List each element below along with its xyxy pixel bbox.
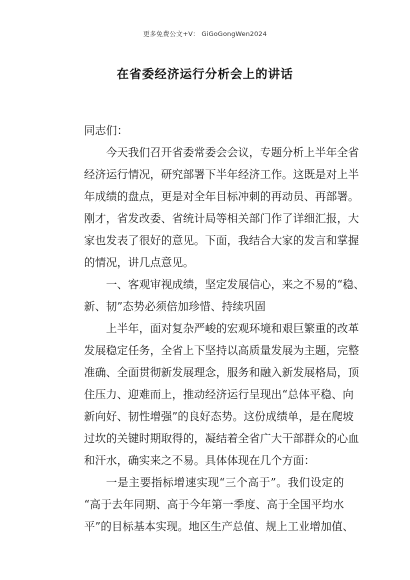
paragraph-line: 和汗水，确实来之不易。具体体现在几个方面：	[84, 454, 315, 467]
paragraph-line: 住压力、迎难而上，推动经济运行呈现出“总体平稳、向	[84, 388, 354, 401]
heading-line: 一、客观审视成绩，坚定发展信心，来之不易的“稳、	[106, 278, 365, 291]
paragraph-line: 平”的目标基本实现。地区生产总值、规上工业增加值、	[84, 520, 354, 533]
paragraph-line: 上半年，面对复杂严峻的宏观环境和艰巨繁重的改革	[106, 322, 359, 335]
paragraph	[84, 142, 359, 274]
document-title: 在省委经济运行分析会上的讲话	[116, 67, 294, 81]
paragraph-line: 今天我们召开省委常委会会议，专题分析上半年全省	[106, 146, 359, 159]
salutation: 同志们：	[84, 124, 128, 137]
heading-line: 新、韧”态势必须倍加珍惜、持续巩固	[84, 300, 266, 313]
paragraph-line: “高于去年同期、高于今年第一季度、高于全国平均水	[84, 498, 344, 511]
paragraph-line: 的情况，讲几点意见。	[84, 256, 194, 269]
section-heading	[84, 274, 365, 318]
paragraph-line: 一是主要指标增速实现“三个高于”。我们设定的	[106, 476, 344, 489]
paragraph-line: 家也发表了很好的意见。下面，我结合大家的发言和掌握	[84, 234, 359, 247]
paragraph-line: 准确、全面贯彻新发展理念，服务和融入新发展格局，顶	[84, 366, 359, 379]
paragraph	[84, 472, 354, 538]
paragraph	[84, 318, 359, 472]
paragraph-line: 新向好、韧性增强”的良好态势。这份成绩单，是在爬坡	[84, 410, 354, 423]
paragraph-line: 发展稳定任务，全省上下坚持以高质量发展为主题，完整	[84, 344, 359, 357]
paragraph-line: 刚才，省发改委、省统计局等相关部门作了详细汇报，大	[84, 212, 359, 225]
paragraph-line: 经济运行情况，研究部署下半年经济工作。这既是对上半	[84, 168, 359, 181]
paragraph-line: 过坎的关键时期取得的，凝结着全省广大干部群众的心血	[84, 432, 359, 445]
paragraph-line: 年成绩的盘点，更是对全年目标冲刺的再动员、再部署。	[84, 190, 359, 203]
header-watermark: 更多免费公文+V： GiGoGongWen2024	[143, 30, 267, 38]
document-body	[84, 120, 365, 538]
